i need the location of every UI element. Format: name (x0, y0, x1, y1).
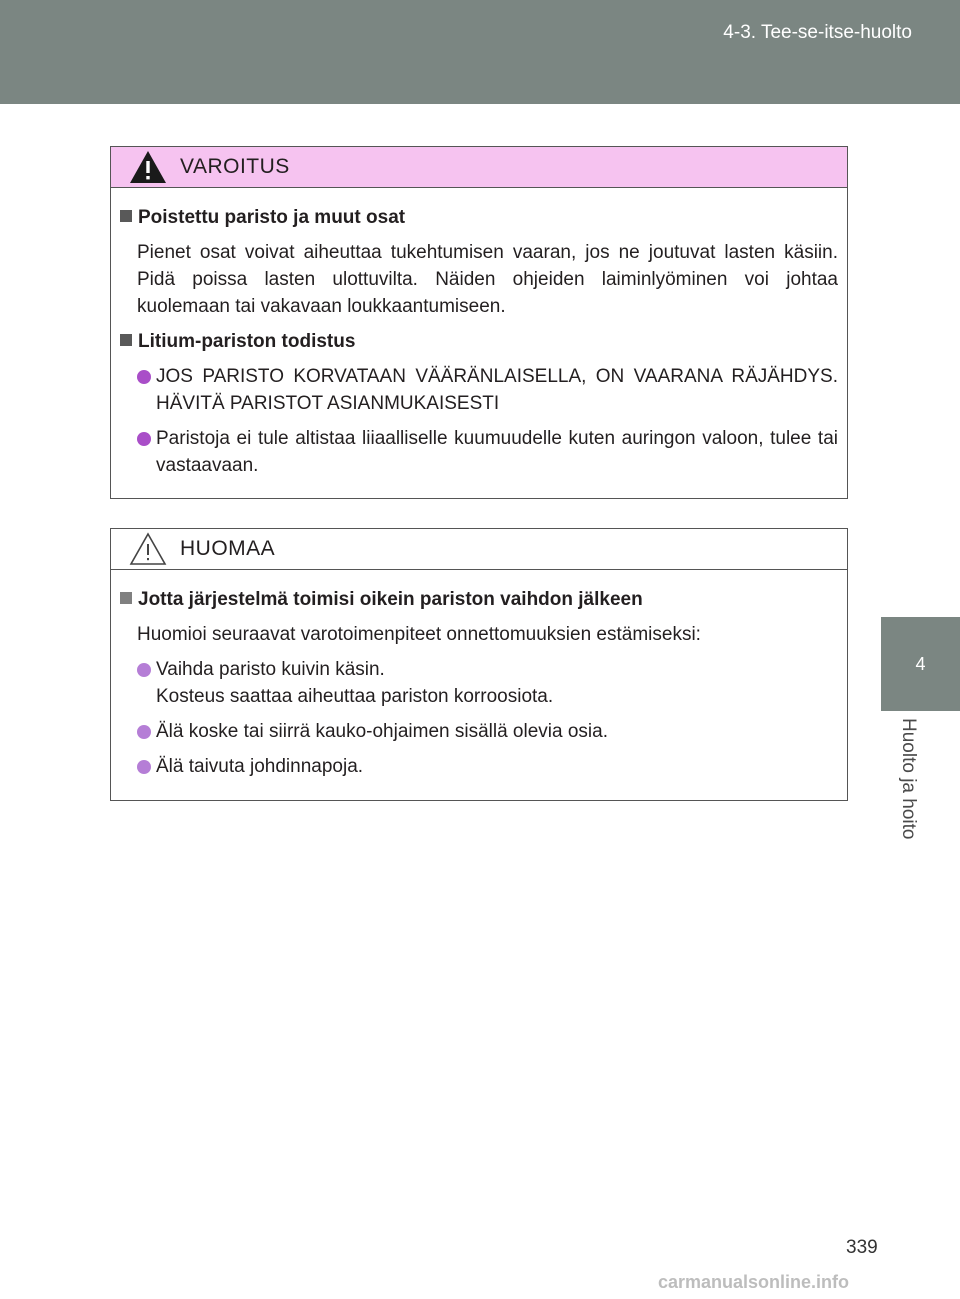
list-item (137, 425, 838, 479)
list-item (137, 363, 838, 417)
page-header (0, 0, 960, 104)
circle-bullet-icon (137, 663, 151, 677)
warning-item-title-text: Litium-pariston todistus (138, 331, 356, 352)
list-item-line: Kosteus saattaa aiheuttaa pariston korroosiota. (156, 686, 554, 707)
circle-bullet-icon (137, 725, 151, 739)
chapter-tab[interactable] (881, 617, 960, 711)
notice-item-title-text: Jotta järjestelmä toimisi oikein pariston vaihdon jälkeen (138, 589, 643, 610)
warning-triangle-outline-icon (128, 531, 168, 567)
warning-body (111, 188, 847, 479)
circle-bullet-icon (137, 370, 151, 384)
square-bullet-icon (120, 334, 132, 346)
warning-triangle-filled-icon (128, 149, 168, 185)
list-item (137, 718, 838, 745)
notice-title: HUOMAA (180, 537, 276, 560)
list-item-text: Älä koske tai siirrä kauko-ohjaimen sisällä olevia osia. (156, 721, 608, 742)
square-bullet-icon (120, 210, 132, 222)
warning-item-title-text: Poistettu paristo ja muut osat (138, 207, 406, 228)
list-item-line: Vaihda paristo kuivin käsin. (156, 659, 385, 680)
watermark: carmanualsonline.info (658, 1272, 850, 1292)
circle-bullet-icon (137, 432, 151, 446)
warning-paragraph: Pienet osat voivat aiheuttaa tukehtumisen vaaran, jos ne joutuvat lasten käsiin. Pidä poissa lasten ulottuvilta. Näiden ohjeiden laiminlyöminen voi johtaa kuolemaan tai vakavaan loukkaantumiseen. (137, 242, 838, 317)
list-item-text: Älä taivuta johdinnapoja. (156, 756, 364, 777)
warning-item-title (120, 204, 838, 231)
warning-box (110, 146, 848, 499)
list-item-text: Paristoja ei tule altistaa liiaalliselle kuumuudelle kuten auringon valoon, tulee tai vastaavaan. (156, 428, 838, 476)
notice-body (111, 570, 847, 780)
notice-intro: Huomioi seuraavat varotoimenpiteet onnettomuuksien estämiseksi: (137, 624, 701, 645)
list-item-text: JOS PARISTO KORVATAAN VÄÄRÄNLAISELLA, ON VAARANA RÄJÄHDYS. HÄVITÄ PARISTOT ASIANMUKAISESTI (156, 366, 838, 414)
list-item-text (156, 656, 838, 710)
section-title: 4-3. Tee-se-itse-huolto (723, 22, 912, 43)
notice-box (110, 528, 848, 801)
page-number: 339 (846, 1237, 878, 1258)
warning-item-title (120, 328, 838, 355)
warning-title: VAROITUS (180, 155, 290, 178)
warning-header (111, 147, 847, 188)
notice-item-title (120, 586, 838, 613)
list-item (137, 753, 838, 780)
notice-header (111, 529, 847, 570)
circle-bullet-icon (137, 760, 151, 774)
list-item (137, 656, 838, 710)
square-bullet-icon (120, 592, 132, 604)
chapter-number: 4 (915, 653, 926, 674)
chapter-label: Huolto ja hoito (898, 718, 919, 840)
